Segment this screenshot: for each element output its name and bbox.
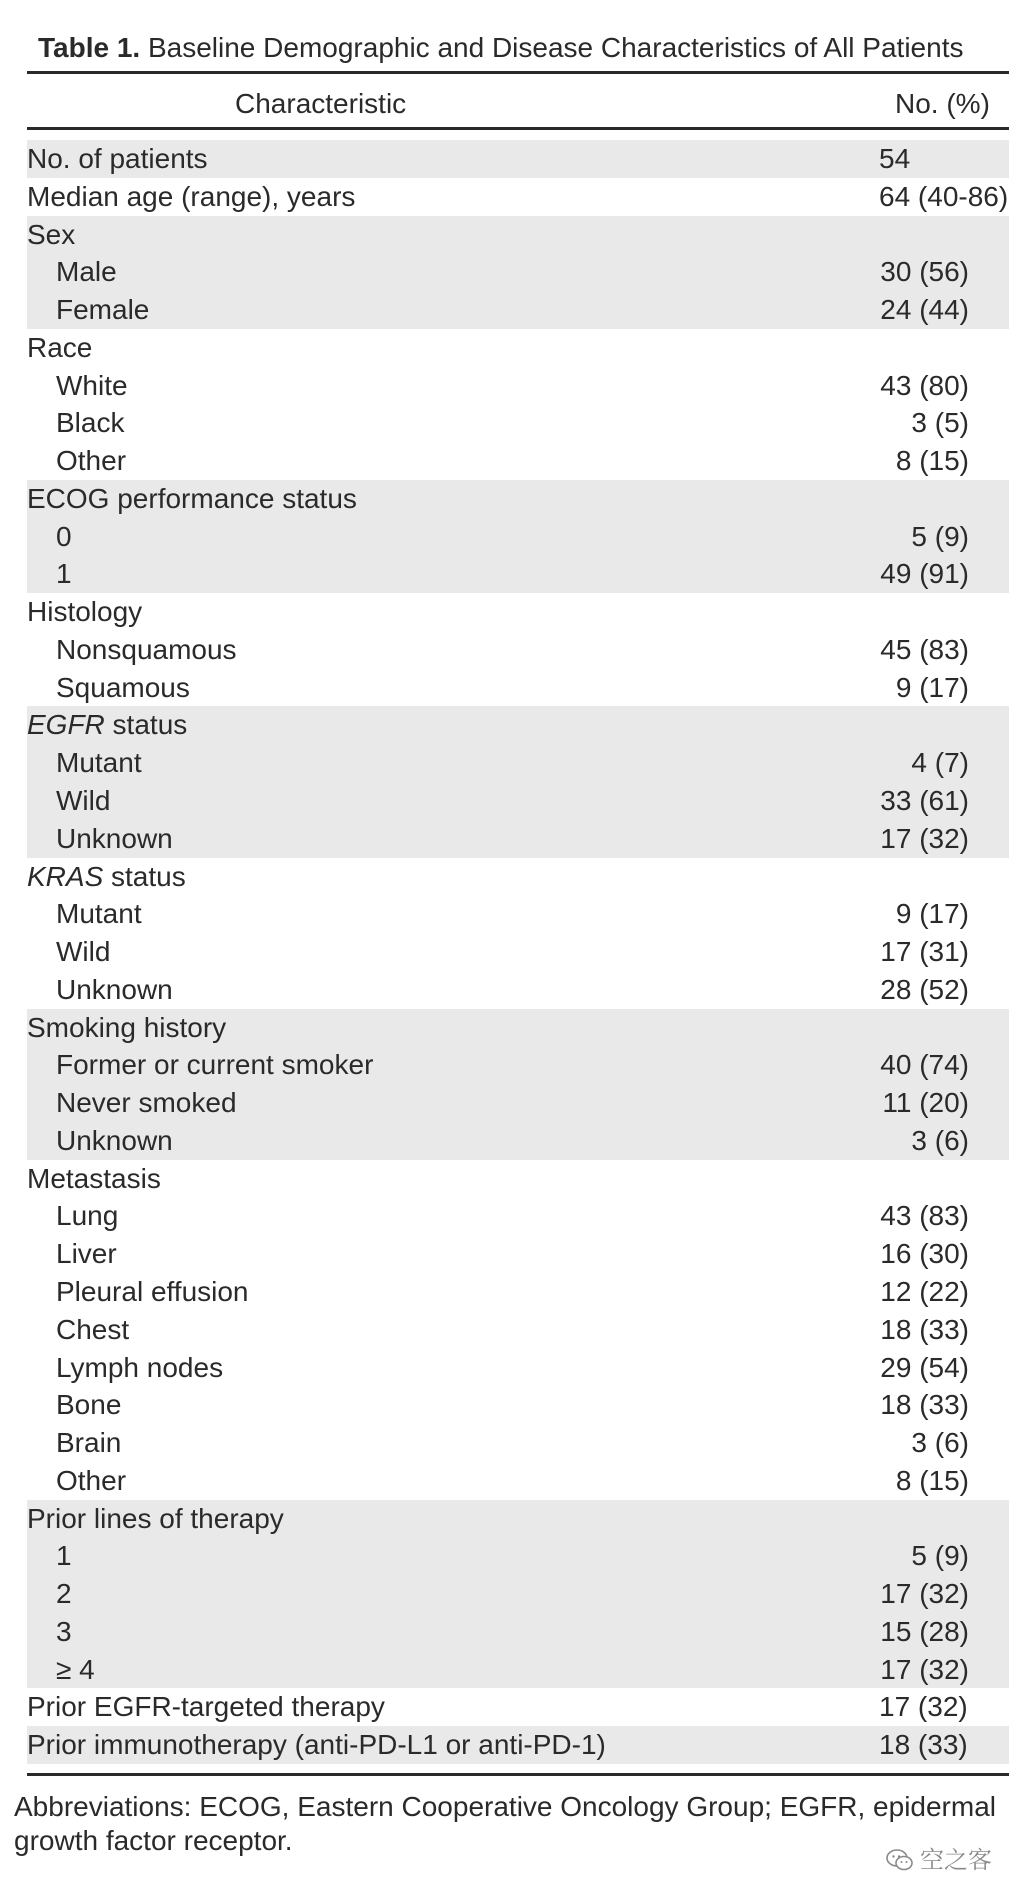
row-sublabel: 1	[56, 1540, 72, 1572]
header-rule	[27, 127, 1009, 130]
table-row	[27, 178, 1009, 216]
row-value: 17 (32)	[880, 822, 969, 854]
table-row	[27, 1046, 1009, 1084]
table-row	[27, 404, 1009, 442]
table-row	[27, 1462, 1009, 1500]
row-sublabel: Mutant	[56, 898, 142, 930]
row-label: Metastasis	[27, 1162, 161, 1194]
table-label: Table 1.	[38, 32, 141, 63]
row-sublabel: Brain	[56, 1427, 122, 1459]
table-body	[27, 140, 1009, 1764]
row-label: Histology	[27, 596, 143, 628]
bottom-rule	[27, 1773, 1009, 1776]
row-sublabel: Bone	[56, 1389, 122, 1421]
row-sublabel: 0	[56, 520, 72, 552]
row-value: 43 (83)	[880, 1200, 969, 1232]
table-row	[27, 782, 1009, 820]
row-sublabel: Pleural effusion	[56, 1275, 249, 1307]
row-value: 17 (32)	[880, 1653, 969, 1685]
row-value: 28 (52)	[880, 973, 969, 1005]
header-characteristic: Characteristic	[235, 88, 407, 119]
row-sublabel: 1	[56, 558, 72, 590]
table-row	[27, 1349, 1009, 1387]
row-value: 15 (28)	[880, 1615, 969, 1647]
table-row	[27, 518, 1009, 556]
table-row	[27, 1160, 1009, 1198]
row-value: 3 (5)	[911, 407, 969, 439]
table-row	[27, 329, 1009, 367]
row-label: ECOG performance status	[27, 482, 357, 514]
row-label: Race	[27, 331, 93, 363]
watermark	[886, 1840, 992, 1875]
table-row	[27, 820, 1009, 858]
row-value: 9 (17)	[895, 671, 969, 703]
table-header	[27, 82, 1009, 126]
label-suffix: status	[104, 709, 188, 741]
row-label: No. of patients	[27, 143, 208, 174]
row-value: 33 (61)	[880, 785, 969, 817]
table-row	[27, 669, 1009, 707]
table-row	[27, 1500, 1009, 1538]
row-label: Prior immunotherapy (anti-PD-L1 or anti-PD-1)	[27, 1729, 606, 1761]
table-row	[27, 1122, 1009, 1160]
gene-name: KRAS	[27, 860, 104, 892]
table-row	[27, 1575, 1009, 1613]
table-row	[27, 367, 1009, 405]
row-value: 54	[879, 143, 911, 174]
row-value: 45 (83)	[880, 633, 969, 665]
row-value: 3 (6)	[911, 1124, 969, 1156]
header-value: No. (%)	[895, 88, 990, 119]
row-sublabel: Lung	[56, 1200, 119, 1232]
row-value: 5 (9)	[911, 1540, 969, 1572]
table-row	[27, 933, 1009, 971]
row-value: 17 (32)	[880, 1578, 969, 1610]
watermark-text: 空之客	[920, 1847, 992, 1874]
row-value: 8 (15)	[895, 445, 969, 477]
row-sublabel: Squamous	[56, 671, 190, 703]
row-value: 4 (7)	[911, 747, 969, 779]
row-value: 3 (6)	[911, 1427, 969, 1459]
table-row	[27, 1386, 1009, 1424]
table-row	[27, 555, 1009, 593]
row-sublabel: Wild	[56, 785, 111, 817]
row-sublabel: Female	[56, 294, 150, 326]
row-sublabel: Chest	[56, 1313, 130, 1345]
table-row	[27, 442, 1009, 480]
table-row	[27, 1235, 1009, 1273]
row-sublabel: Nonsquamous	[56, 633, 237, 665]
row-sublabel: Unknown	[56, 973, 173, 1005]
row-sublabel: White	[56, 369, 128, 401]
row-sublabel: Former or current smoker	[56, 1049, 374, 1081]
row-label: Prior lines of therapy	[27, 1502, 284, 1534]
row-label: Prior EGFR-targeted therapy	[27, 1691, 385, 1723]
table-row	[27, 1084, 1009, 1122]
row-value: 8 (15)	[895, 1464, 969, 1496]
row-sublabel: Unknown	[56, 1124, 173, 1156]
table-row	[27, 291, 1009, 329]
row-sublabel: Male	[56, 256, 117, 288]
table-row	[27, 480, 1009, 518]
row-value: 16 (30)	[880, 1238, 969, 1270]
row-value: 11 (20)	[882, 1087, 969, 1119]
row-value: 49 (91)	[880, 558, 969, 590]
row-value: 5 (9)	[911, 520, 969, 552]
row-sublabel: Other	[56, 445, 127, 477]
table-row	[27, 216, 1009, 254]
row-sublabel: Black	[56, 407, 125, 439]
row-label: Smoking history	[27, 1011, 227, 1043]
table-caption	[38, 28, 1008, 68]
table-row	[27, 895, 1009, 933]
table-row	[27, 1726, 1009, 1764]
table-row	[27, 593, 1009, 631]
table-row	[27, 140, 1009, 178]
row-label: Median age (range), years	[27, 180, 356, 212]
row-value: 12 (22)	[880, 1275, 969, 1307]
row-label	[27, 858, 186, 896]
row-value: 40 (74)	[880, 1049, 969, 1081]
table-row	[27, 1197, 1009, 1235]
table-row	[27, 706, 1009, 744]
row-label	[27, 706, 187, 744]
row-value: 24 (44)	[880, 294, 969, 326]
row-value: 18 (33)	[880, 1389, 969, 1421]
row-sublabel: 2	[56, 1578, 72, 1610]
top-rule	[27, 71, 1009, 74]
table-row	[27, 1311, 1009, 1349]
gene-name: EGFR	[27, 709, 105, 741]
row-sublabel: Lymph nodes	[56, 1351, 224, 1383]
row-value: 29 (54)	[880, 1351, 969, 1383]
row-sublabel: 3	[56, 1615, 72, 1647]
wechat-icon	[886, 1849, 914, 1871]
row-value: 18 (33)	[879, 1729, 968, 1761]
row-sublabel: Mutant	[56, 747, 142, 779]
table-title: Baseline Demographic and Disease Characteristics of All Patients	[147, 32, 964, 63]
row-sublabel: Wild	[56, 936, 111, 968]
row-sublabel: Unknown	[56, 822, 173, 854]
table-row	[27, 1613, 1009, 1651]
table-row	[27, 1273, 1009, 1311]
row-value: 17 (31)	[880, 936, 969, 968]
row-sublabel: Never smoked	[56, 1087, 237, 1119]
table-row	[27, 1009, 1009, 1047]
row-value: 30 (56)	[880, 256, 969, 288]
row-value: 43 (80)	[880, 369, 969, 401]
row-sublabel: Other	[56, 1464, 127, 1496]
table-row	[27, 1424, 1009, 1462]
row-value: 17 (32)	[879, 1691, 968, 1723]
row-sublabel: Liver	[56, 1238, 117, 1270]
table-row	[27, 253, 1009, 291]
table-row	[27, 1688, 1009, 1726]
row-value: 64 (40-86)	[879, 180, 1009, 212]
row-sublabel: ≥ 4	[56, 1653, 95, 1685]
row-value: 18 (33)	[880, 1313, 969, 1345]
label-suffix: status	[103, 860, 186, 892]
table-row	[27, 971, 1009, 1009]
row-label: Sex	[27, 218, 76, 250]
table-row	[27, 1651, 1009, 1689]
table-row	[27, 631, 1009, 669]
table-row	[27, 744, 1009, 782]
table-row	[27, 1537, 1009, 1575]
table-footnote: Abbreviations: ECOG, Eastern Cooperative Oncology Group; EGFR, epidermal growth factor receptor.	[14, 1791, 996, 1856]
row-value: 9 (17)	[895, 898, 969, 930]
table-row	[27, 858, 1009, 896]
